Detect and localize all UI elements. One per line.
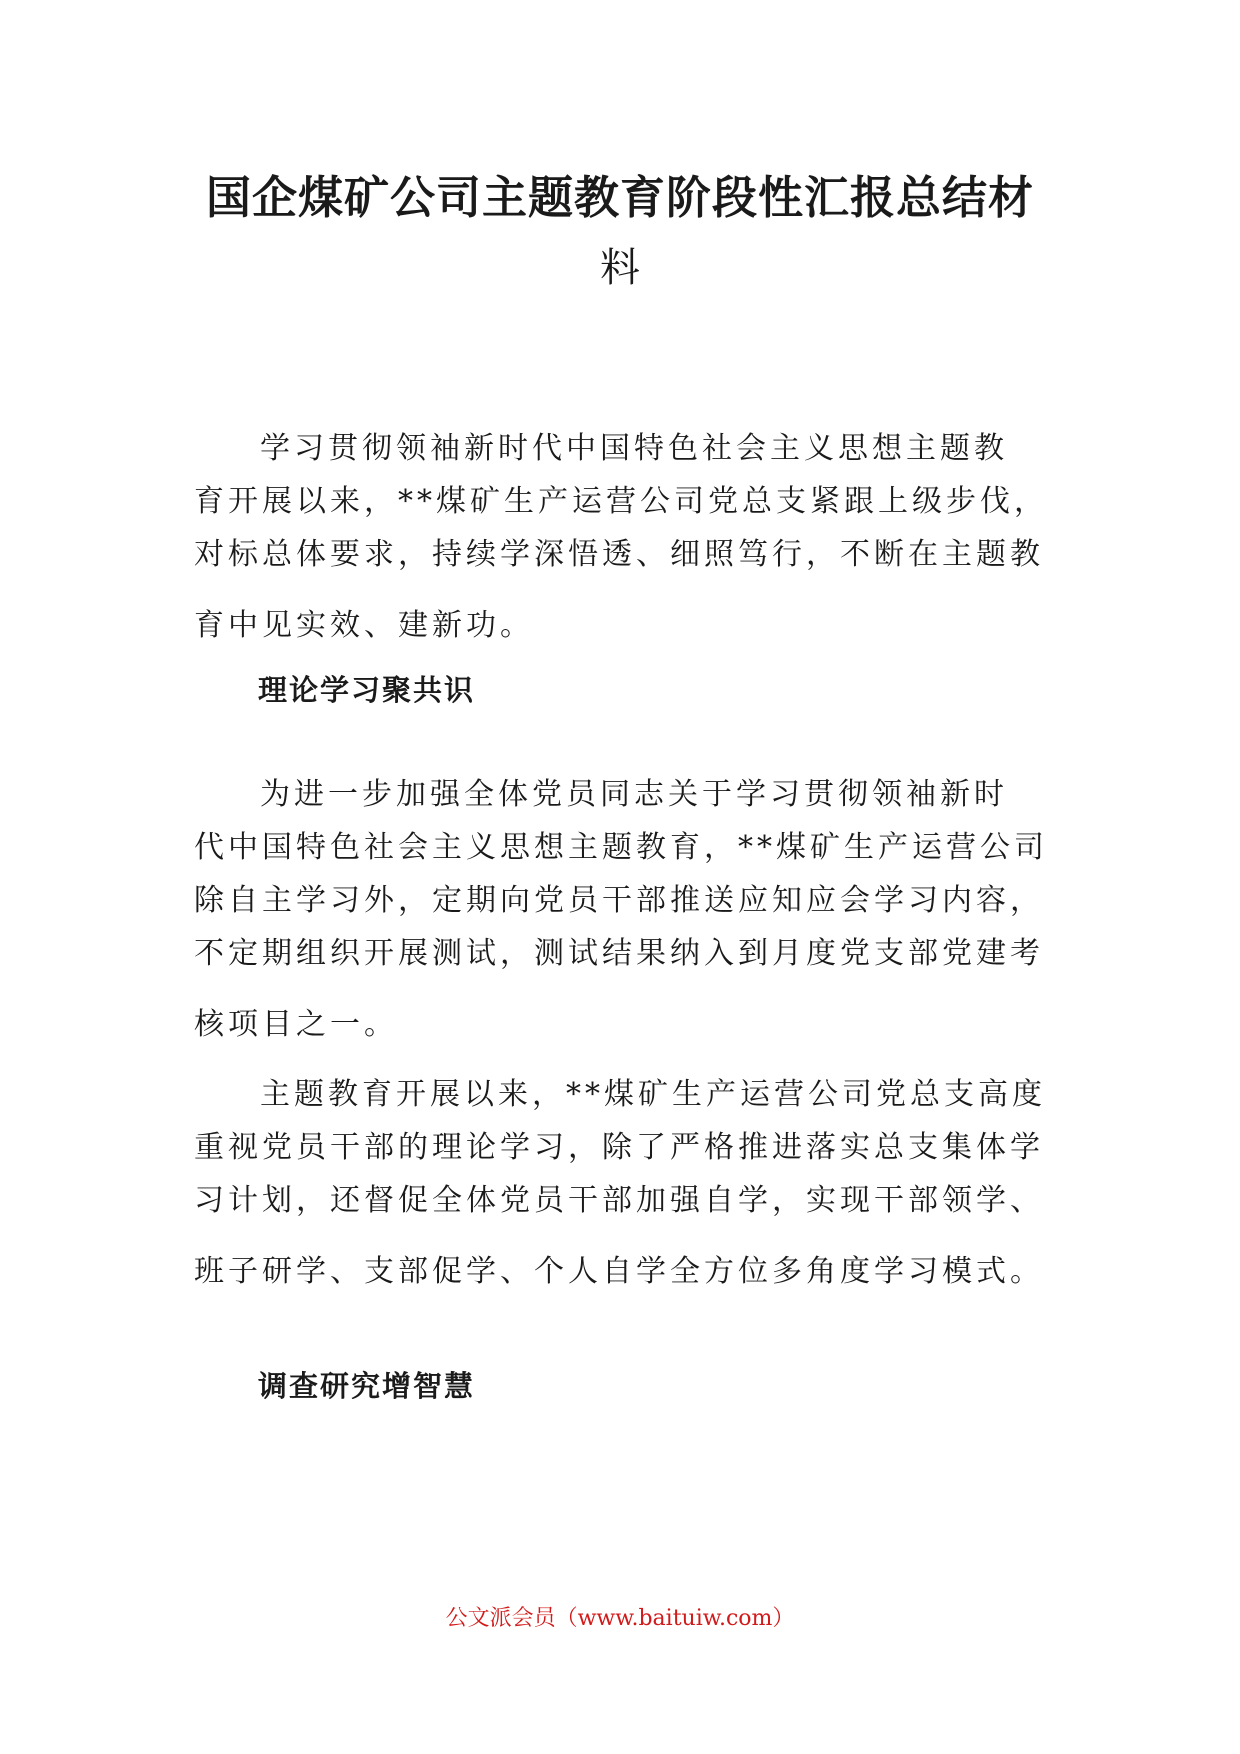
footer-watermark: 公文派会员（www.baituiw.com） [445,1606,795,1631]
paragraph-line: 核项目之一。 [194,1007,398,1042]
paragraph-intro [194,422,1054,652]
paragraph-line: 主题教育开展以来，**煤矿生产运营公司党总支高度 [260,1077,1046,1112]
section-heading: 理论学习聚共识 [258,673,476,707]
document-title: 国企煤矿公司主题教育阶段性汇报总结材 [205,171,1034,224]
paragraph-study [194,768,1054,1051]
document-title-continuation: 料 [600,245,640,291]
paragraph-line: 育中见实效、建新功。 [194,608,534,643]
paragraph-line: 不定期组织开展测试，测试结果纳入到月度党支部党建考 [194,936,1044,971]
paragraph-line: 代中国特色社会主义思想主题教育，**煤矿生产运营公司 [194,830,1048,865]
paragraph-line: 育开展以来，**煤矿生产运营公司党总支紧跟上级步伐， [194,484,1048,519]
paragraph-theory [194,1068,1054,1298]
paragraph-line: 重视党员干部的理论学习，除了严格推进落实总支集体学 [194,1130,1044,1165]
paragraph-line: 除自主学习外，定期向党员干部推送应知应会学习内容， [194,883,1044,918]
paragraph-line: 学习贯彻领袖新时代中国特色社会主义思想主题教 [260,431,1008,466]
section-heading: 调查研究增智慧 [258,1369,476,1403]
paragraph-line: 为进一步加强全体党员同志关于学习贯彻领袖新时 [260,777,1008,812]
paragraph-line: 班子研学、支部促学、个人自学全方位多角度学习模式。 [194,1254,1044,1289]
paragraph-line: 对标总体要求，持续学深悟透、细照笃行，不断在主题教 [194,537,1044,572]
paragraph-line: 习计划，还督促全体党员干部加强自学，实现干部领学、 [194,1183,1044,1218]
